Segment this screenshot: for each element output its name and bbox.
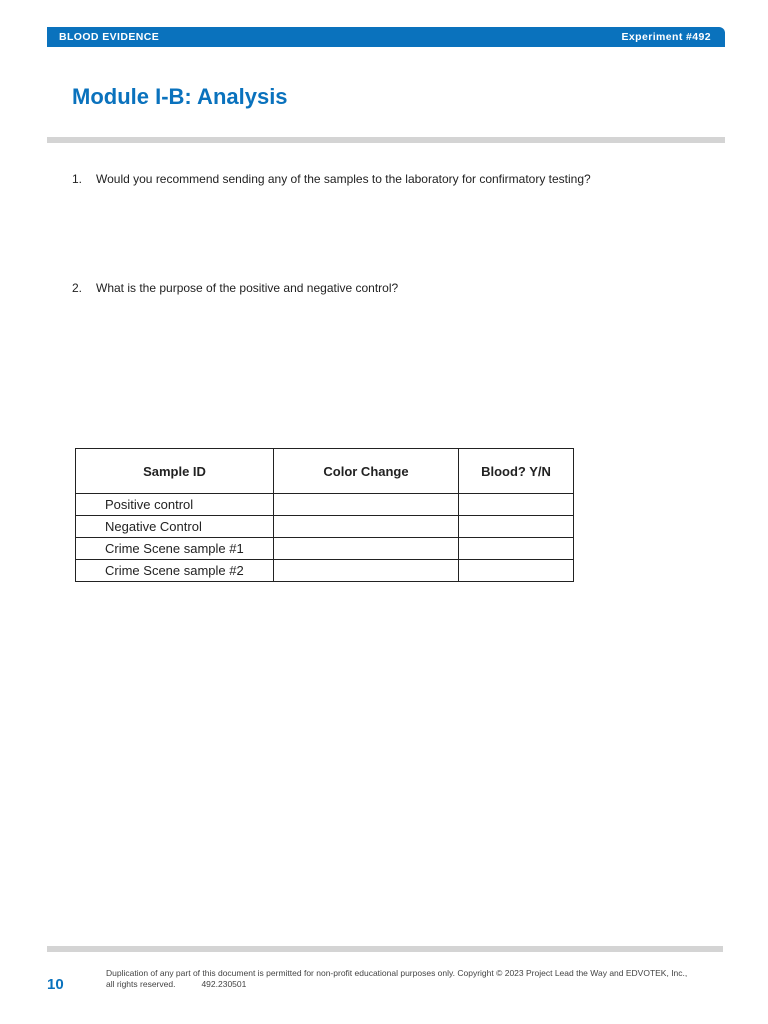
column-header-sample-id: Sample ID (76, 449, 274, 494)
header-bar (47, 27, 725, 47)
question-number: 1. (72, 172, 83, 186)
question-1 (72, 172, 591, 186)
color-change-cell[interactable] (274, 494, 459, 516)
blood-cell[interactable] (459, 560, 574, 582)
table-row (76, 538, 574, 560)
bottom-divider (47, 946, 723, 952)
experiment-number: Experiment #492 (621, 31, 711, 43)
question-number: 2. (72, 281, 83, 295)
question-text: What is the purpose of the positive and negative control? (96, 281, 399, 295)
results-table (75, 448, 574, 582)
column-header-color-change: Color Change (274, 449, 459, 494)
sample-id-cell: Positive control (76, 494, 274, 516)
question-text: Would you recommend sending any of the samples to the laboratory for confirmatory testing? (96, 172, 591, 186)
color-change-cell[interactable] (274, 538, 459, 560)
copyright-line-2 (106, 979, 706, 990)
top-divider (47, 137, 725, 143)
copyright-notice (106, 968, 706, 990)
color-change-cell[interactable] (274, 516, 459, 538)
sample-id-cell: Negative Control (76, 516, 274, 538)
table-row (76, 560, 574, 582)
blood-cell[interactable] (459, 516, 574, 538)
sample-id-cell: Crime Scene sample #2 (76, 560, 274, 582)
page-title: Module I-B: Analysis (72, 84, 288, 109)
column-header-blood: Blood? Y/N (459, 449, 574, 494)
question-2 (72, 281, 398, 295)
table-row (76, 516, 574, 538)
table-header-row (76, 449, 574, 494)
copyright-line-1: Duplication of any part of this document is permitted for non-profit educational purposes only. Copyright © 2023 Project Lead the Way and EDVOTEK, Inc., (106, 968, 688, 978)
table-row (76, 494, 574, 516)
rights-text: all rights reserved. (106, 979, 176, 989)
blood-cell[interactable] (459, 538, 574, 560)
blood-cell[interactable] (459, 494, 574, 516)
page-number: 10 (47, 976, 64, 993)
color-change-cell[interactable] (274, 560, 459, 582)
header-section-label: BLOOD EVIDENCE (59, 31, 160, 43)
sample-id-cell: Crime Scene sample #1 (76, 538, 274, 560)
document-code: 492.230501 (201, 979, 247, 989)
